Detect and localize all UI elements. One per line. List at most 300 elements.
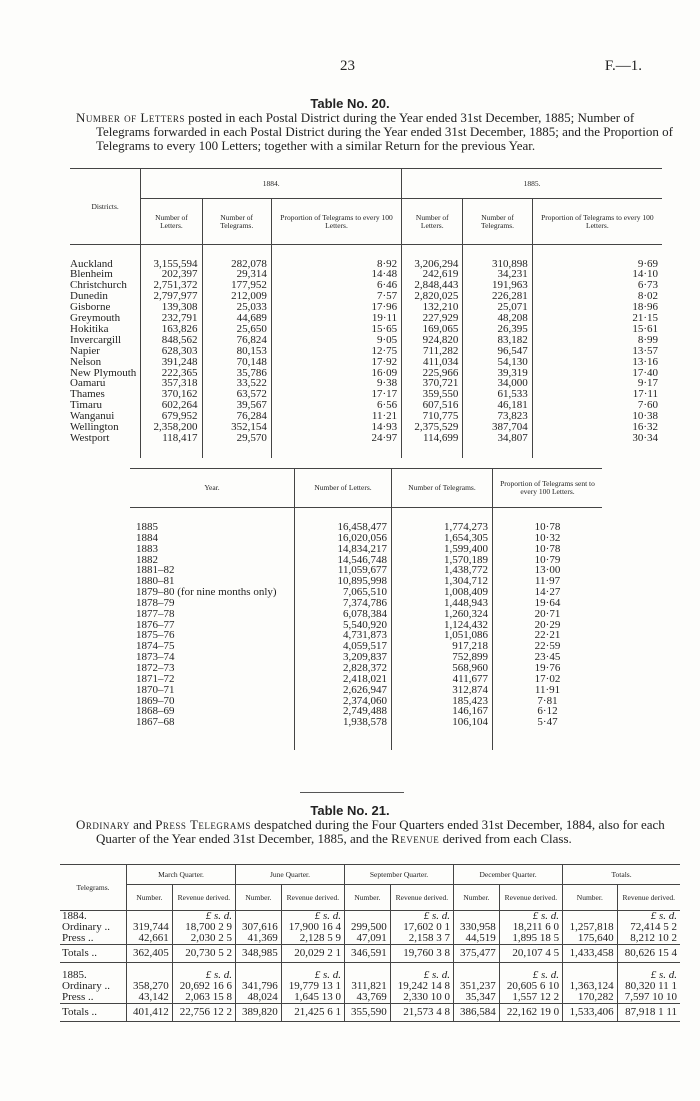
proportion: 13·00 xyxy=(493,565,603,576)
revenue-cell: 1,895 18 5 xyxy=(499,933,562,945)
district-name: Timaru xyxy=(70,399,102,412)
letters-1884: 222,365 xyxy=(141,368,202,379)
telegrams-1884: 63,572 xyxy=(202,389,271,400)
letters: 2,828,372 xyxy=(295,663,392,674)
letters: 2,749,488 xyxy=(295,706,392,717)
letters-1885: 924,820 xyxy=(402,335,463,346)
number-cell: 351,237 xyxy=(454,981,500,992)
col-number: Number. xyxy=(563,885,618,911)
letters: 2,374,060 xyxy=(295,696,392,707)
proportion-1884: 9·38 xyxy=(271,378,401,389)
proportion-1885: 14·10 xyxy=(532,269,662,280)
letters-1885: 711,282 xyxy=(402,346,463,357)
letters-1885: 2,820,025 xyxy=(402,291,463,302)
revenue-cell: 18,700 2 9 xyxy=(172,922,235,933)
col-telegrams: Number of Telegrams. xyxy=(392,469,493,508)
telegrams: 1,008,409 xyxy=(392,587,493,598)
number-cell: 346,591 xyxy=(345,945,391,963)
proportion-1884: 9·05 xyxy=(271,335,401,346)
telegrams-1885: 48,208 xyxy=(463,313,532,324)
proportion-1884: 12·75 xyxy=(271,346,401,357)
number-cell: 1,257,818 xyxy=(563,922,618,933)
proportion-1884: 6·56 xyxy=(271,400,401,411)
proportion-1885: 10·38 xyxy=(532,411,662,422)
number-cell: 47,091 xyxy=(345,933,391,945)
telegrams-1884: 70,148 xyxy=(202,357,271,368)
col-districts: Districts. xyxy=(70,169,141,245)
letters-1884: 139,308 xyxy=(141,302,202,313)
letters-1885: 411,034 xyxy=(402,357,463,368)
telegrams: 1,124,432 xyxy=(392,620,493,631)
year-label: 1884. xyxy=(62,910,87,922)
telegrams-1885: 310,898 xyxy=(463,259,532,270)
year: 1885 xyxy=(136,521,158,533)
year-1884-header: 1884. xyxy=(141,169,402,199)
revenue-cell: 87,918 1 11 xyxy=(617,1004,680,1022)
telegrams: 1,438,772 xyxy=(392,565,493,576)
letters-1885: 359,550 xyxy=(402,389,463,400)
currency-units: £ s. d. xyxy=(617,970,680,981)
letters-1884: 391,248 xyxy=(141,357,202,368)
telegrams-1885: 226,281 xyxy=(463,291,532,302)
revenue-cell: 20,692 16 6 xyxy=(172,981,235,992)
number-cell: 1,433,458 xyxy=(563,945,618,963)
class-row xyxy=(60,933,680,945)
district-name: Blenheim xyxy=(70,268,113,281)
district-name: Dunedin xyxy=(70,290,108,303)
telegrams-1885: 34,807 xyxy=(463,433,532,444)
telegrams-1885: 191,963 xyxy=(463,280,532,291)
telegrams-1884: 39,567 xyxy=(202,400,271,411)
year: 1883 xyxy=(136,542,158,555)
telegrams-1884: 44,689 xyxy=(202,313,271,324)
revenue-cell: 17,900 16 4 xyxy=(281,922,344,933)
number-cell: 299,500 xyxy=(345,922,391,933)
number-cell: 348,985 xyxy=(236,945,282,963)
revenue-cell: 18,211 6 0 xyxy=(499,922,562,933)
proportion-1885: 30·34 xyxy=(532,433,662,444)
telegrams: 411,677 xyxy=(392,674,493,685)
caption-text: despatched during the Four Quarters ended 31st December, 1884, also for each Quarter of the Year ended 31st December, 1885, and the xyxy=(96,817,665,846)
letters-1884: 3,155,594 xyxy=(141,259,202,270)
number-cell: 389,820 xyxy=(236,1004,282,1022)
year: 1880–81 xyxy=(136,575,175,588)
telegrams-1884: 29,570 xyxy=(202,433,271,444)
telegrams-1885: 73,823 xyxy=(463,411,532,422)
district-row xyxy=(70,346,662,357)
letters-1884: 357,318 xyxy=(141,378,202,389)
telegrams-1884: 80,153 xyxy=(202,346,271,357)
number-cell: 1,363,124 xyxy=(563,981,618,992)
col-proportion: Proportion of Telegrams to every 100 Letters. xyxy=(532,199,662,245)
proportion: 5·47 xyxy=(493,717,603,728)
district-row xyxy=(70,389,662,400)
proportion-1884: 16·09 xyxy=(271,368,401,379)
totals-row xyxy=(60,945,680,963)
table-20-body xyxy=(70,245,662,458)
totals-row xyxy=(60,1004,680,1022)
letters-1884: 202,397 xyxy=(141,269,202,280)
number-cell: 311,821 xyxy=(345,981,391,992)
telegrams-1884: 212,009 xyxy=(202,291,271,302)
letters-1885: 3,206,294 xyxy=(402,259,463,270)
telegrams-1885: 39,319 xyxy=(463,368,532,379)
caption-lead: Revenue xyxy=(391,831,440,846)
currency-units: £ s. d. xyxy=(499,911,562,923)
telegrams: 752,899 xyxy=(392,652,493,663)
revenue-cell: 22,162 19 0 xyxy=(499,1004,562,1022)
telegrams-1884: 282,078 xyxy=(202,259,271,270)
telegrams: 1,774,273 xyxy=(392,522,493,533)
number-cell: 1,533,406 xyxy=(563,1004,618,1022)
summary-body xyxy=(130,508,602,751)
proportion-1885: 17·11 xyxy=(532,389,662,400)
table-21-caption xyxy=(76,818,680,846)
quarter-totals: Totals. xyxy=(563,865,680,885)
revenue-cell: 2,158 3 7 xyxy=(390,933,453,945)
number-cell: 170,282 xyxy=(563,992,618,1004)
letters-1885: 114,699 xyxy=(402,433,463,444)
letters: 7,374,786 xyxy=(295,598,392,609)
number-cell: 355,590 xyxy=(345,1004,391,1022)
quarter-september: September Quarter. xyxy=(345,865,454,885)
proportion-1885: 6·73 xyxy=(532,280,662,291)
number-cell: 42,661 xyxy=(127,933,173,945)
proportion-1884: 17·92 xyxy=(271,357,401,368)
revenue-cell: 21,573 4 8 xyxy=(390,1004,453,1022)
letters-1885: 169,065 xyxy=(402,324,463,335)
proportion-1885: 9·17 xyxy=(532,378,662,389)
page-header xyxy=(0,58,700,78)
telegrams: 1,448,943 xyxy=(392,598,493,609)
telegrams: 106,104 xyxy=(392,717,493,728)
year: 1874–75 xyxy=(136,640,175,653)
proportion: 22·21 xyxy=(493,630,603,641)
letters-1884: 602,264 xyxy=(141,400,202,411)
number-cell: 386,584 xyxy=(454,1004,500,1022)
quarter-march: March Quarter. xyxy=(127,865,236,885)
proportion-1884: 17·96 xyxy=(271,302,401,313)
proportion-1884: 11·21 xyxy=(271,411,401,422)
telegrams-1885: 26,395 xyxy=(463,324,532,335)
proportion: 23·45 xyxy=(493,652,603,663)
letters: 1,938,578 xyxy=(295,717,392,728)
table-20-caption xyxy=(76,111,680,153)
currency-units: £ s. d. xyxy=(390,911,453,923)
row-label: Totals .. xyxy=(60,1004,127,1022)
currency-units: £ s. d. xyxy=(281,911,344,923)
col-letters: Number of Letters. xyxy=(402,199,463,245)
col-telegrams: Telegrams. xyxy=(60,865,127,911)
letters: 16,020,056 xyxy=(295,533,392,544)
revenue-cell: 20,107 4 5 xyxy=(499,945,562,963)
telegrams-1884: 33,522 xyxy=(202,378,271,389)
proportion: 20·71 xyxy=(493,609,603,620)
quarter-june: June Quarter. xyxy=(236,865,345,885)
letters-1884: 679,952 xyxy=(141,411,202,422)
letters-1885: 2,848,443 xyxy=(402,280,463,291)
revenue-cell: 80,320 11 1 xyxy=(617,981,680,992)
year: 1882 xyxy=(136,553,158,566)
proportion: 10·78 xyxy=(493,522,603,533)
district-row xyxy=(70,302,662,313)
proportion: 19·64 xyxy=(493,598,603,609)
letters-1885: 132,210 xyxy=(402,302,463,313)
caption-lead: Press Telegrams xyxy=(155,817,251,832)
district-name: Invercargill xyxy=(70,333,122,346)
letters: 10,895,998 xyxy=(295,576,392,587)
letters-1884: 232,791 xyxy=(141,313,202,324)
telegrams-1885: 34,000 xyxy=(463,378,532,389)
row-label: Press .. xyxy=(62,932,94,944)
telegrams: 1,051,086 xyxy=(392,630,493,641)
year: 1876–77 xyxy=(136,618,175,631)
proportion: 17·02 xyxy=(493,674,603,685)
currency-units: £ s. d. xyxy=(172,911,235,923)
table-20 xyxy=(70,168,662,458)
proportion: 19·76 xyxy=(493,663,603,674)
number-cell: 362,405 xyxy=(127,945,173,963)
letters-1884: 2,751,372 xyxy=(141,280,202,291)
number-cell: 175,640 xyxy=(563,933,618,945)
revenue-cell: 21,425 6 1 xyxy=(281,1004,344,1022)
col-proportion: Proportion of Telegrams to every 100 Letters. xyxy=(271,199,401,245)
summary-table xyxy=(130,468,602,750)
year: 1879–80 (for nine months only) xyxy=(136,586,277,599)
col-proportion: Proportion of Telegrams sent to every 100 Letters. xyxy=(493,469,603,508)
proportion-1884: 7·57 xyxy=(271,291,401,302)
year-row xyxy=(130,685,602,696)
telegrams: 1,304,712 xyxy=(392,576,493,587)
proportion: 14·27 xyxy=(493,587,603,598)
col-number: Number. xyxy=(454,885,500,911)
district-name: Thames xyxy=(70,388,105,401)
year-row xyxy=(130,609,602,620)
telegrams-1885: 83,182 xyxy=(463,335,532,346)
number-cell: 41,369 xyxy=(236,933,282,945)
letters: 16,458,477 xyxy=(295,522,392,533)
letters-1885: 242,619 xyxy=(402,269,463,280)
telegrams: 312,874 xyxy=(392,685,493,696)
divider xyxy=(300,792,404,793)
telegrams: 146,167 xyxy=(392,706,493,717)
proportion-1884: 19·11 xyxy=(271,313,401,324)
revenue-cell: 19,779 13 1 xyxy=(281,981,344,992)
proportion-1885: 8·99 xyxy=(532,335,662,346)
col-number: Number. xyxy=(127,885,173,911)
district-name: Oamaru xyxy=(70,377,106,390)
number-cell: 319,744 xyxy=(127,922,173,933)
letters-1884: 118,417 xyxy=(141,433,202,444)
proportion-1885: 7·60 xyxy=(532,400,662,411)
proportion-1884: 15·65 xyxy=(271,324,401,335)
col-revenue: Revenue derived. xyxy=(172,885,235,911)
telegrams: 1,654,305 xyxy=(392,533,493,544)
currency-units: £ s. d. xyxy=(172,970,235,981)
telegrams-1885: 96,547 xyxy=(463,346,532,357)
revenue-cell: 8,212 10 2 xyxy=(617,933,680,945)
telegrams-1885: 46,181 xyxy=(463,400,532,411)
year: 1873–74 xyxy=(136,651,175,664)
class-row xyxy=(60,992,680,1004)
number-cell: 358,270 xyxy=(127,981,173,992)
page-reference: F.—1. xyxy=(604,58,642,74)
letters: 14,834,217 xyxy=(295,544,392,555)
proportion-1884: 24·97 xyxy=(271,433,401,444)
number-cell: 44,519 xyxy=(454,933,500,945)
letters-1884: 848,562 xyxy=(141,335,202,346)
col-revenue: Revenue derived. xyxy=(499,885,562,911)
district-name: Napier xyxy=(70,344,100,357)
proportion-1885: 8·02 xyxy=(532,291,662,302)
revenue-cell: 19,760 3 8 xyxy=(390,945,453,963)
currency-units: £ s. d. xyxy=(617,911,680,923)
revenue-cell: 2,030 2 5 xyxy=(172,933,235,945)
year: 1884 xyxy=(136,531,158,544)
letters-1884: 628,303 xyxy=(141,346,202,357)
caption-text: and xyxy=(129,817,156,832)
district-row xyxy=(70,335,662,346)
telegrams-1885: 54,130 xyxy=(463,357,532,368)
caption-lead: Number of Letters xyxy=(76,110,185,125)
telegrams-1885: 61,533 xyxy=(463,389,532,400)
table-21-title: Table No. 21. xyxy=(310,803,390,818)
proportion: 6·12 xyxy=(493,706,603,717)
number-cell: 43,769 xyxy=(345,992,391,1004)
revenue-cell: 20,730 5 2 xyxy=(172,945,235,963)
proportion-1885: 21·15 xyxy=(532,313,662,324)
proportion: 11·97 xyxy=(493,576,603,587)
telegrams: 917,218 xyxy=(392,641,493,652)
proportion: 22·59 xyxy=(493,641,603,652)
letters-1885: 710,775 xyxy=(402,411,463,422)
revenue-cell: 72,414 5 2 xyxy=(617,922,680,933)
letters: 3,209,837 xyxy=(295,652,392,663)
telegrams-1884: 352,154 xyxy=(202,422,271,433)
letters: 4,731,873 xyxy=(295,630,392,641)
number-cell: 341,796 xyxy=(236,981,282,992)
letters: 2,626,947 xyxy=(295,685,392,696)
number-cell: 330,958 xyxy=(454,922,500,933)
proportion-1885: 17·40 xyxy=(532,368,662,379)
page-number: 23 xyxy=(340,58,355,74)
district-row xyxy=(70,422,662,433)
letters: 5,540,920 xyxy=(295,620,392,631)
telegrams: 568,960 xyxy=(392,663,493,674)
district-name: Westport xyxy=(70,432,110,444)
year: 1872–73 xyxy=(136,661,175,674)
year: 1875–76 xyxy=(136,629,175,642)
telegrams: 1,260,324 xyxy=(392,609,493,620)
district-name: Nelson xyxy=(70,355,102,368)
year-1885-header: 1885. xyxy=(402,169,662,199)
currency-units: £ s. d. xyxy=(499,970,562,981)
district-name: Hokitika xyxy=(70,322,109,335)
proportion-1884: 6·46 xyxy=(271,280,401,291)
row-label: Press .. xyxy=(62,991,94,1003)
proportion: 7·81 xyxy=(493,696,603,707)
telegrams: 1,570,189 xyxy=(392,555,493,566)
quarter-december: December Quarter. xyxy=(454,865,563,885)
district-name: Wanganui xyxy=(70,410,115,423)
col-number: Number. xyxy=(345,885,391,911)
telegrams-1885: 34,231 xyxy=(463,269,532,280)
telegrams-1884: 76,284 xyxy=(202,411,271,422)
year: 1870–71 xyxy=(136,683,175,696)
district-row xyxy=(70,433,662,444)
telegrams: 1,599,400 xyxy=(392,544,493,555)
district-row xyxy=(70,378,662,389)
revenue-cell: 20,029 2 1 xyxy=(281,945,344,963)
letters-1884: 2,797,977 xyxy=(141,291,202,302)
letters-1885: 607,516 xyxy=(402,400,463,411)
revenue-cell: 2,128 5 9 xyxy=(281,933,344,945)
revenue-cell: 80,626 15 4 xyxy=(617,945,680,963)
telegrams-1884: 35,786 xyxy=(202,368,271,379)
row-label: Ordinary .. xyxy=(62,921,110,933)
row-label: Totals .. xyxy=(60,945,127,963)
number-cell: 401,412 xyxy=(127,1004,173,1022)
number-cell: 375,477 xyxy=(454,945,500,963)
proportion-1885: 9·69 xyxy=(532,259,662,270)
year: 1881–82 xyxy=(136,564,175,577)
letters-1884: 163,826 xyxy=(141,324,202,335)
telegrams-1884: 25,650 xyxy=(202,324,271,335)
district-row xyxy=(70,368,662,379)
revenue-cell: 2,330 10 0 xyxy=(390,992,453,1004)
letters-1885: 227,929 xyxy=(402,313,463,324)
table-20-title: Table No. 20. xyxy=(310,96,390,111)
number-cell: 43,142 xyxy=(127,992,173,1004)
currency-units: £ s. d. xyxy=(281,970,344,981)
district-row xyxy=(70,313,662,324)
district-name: Christchurch xyxy=(70,279,127,292)
year-label: 1885. xyxy=(62,969,87,981)
row-label: Ordinary .. xyxy=(62,980,110,992)
col-letters: Number of Letters. xyxy=(295,469,392,508)
year-row xyxy=(130,544,602,555)
district-name: Greymouth xyxy=(70,312,121,325)
letters-1885: 2,375,529 xyxy=(402,422,463,433)
proportion: 10·78 xyxy=(493,544,603,555)
year: 1878–79 xyxy=(136,596,175,609)
proportion: 11·91 xyxy=(493,685,603,696)
telegrams-1885: 25,071 xyxy=(463,302,532,313)
col-letters: Number of Letters. xyxy=(141,199,202,245)
district-row xyxy=(70,259,662,270)
year: 1871–72 xyxy=(136,672,175,685)
telegrams: 185,423 xyxy=(392,696,493,707)
proportion-1884: 14·93 xyxy=(271,422,401,433)
number-cell: 307,616 xyxy=(236,922,282,933)
letters-1885: 225,966 xyxy=(402,368,463,379)
revenue-cell: 19,242 14 8 xyxy=(390,981,453,992)
caption-lead: Ordinary xyxy=(76,817,130,832)
district-row xyxy=(70,357,662,368)
col-number: Number. xyxy=(236,885,282,911)
proportion: 20·29 xyxy=(493,620,603,631)
proportion-1884: 14·48 xyxy=(271,269,401,280)
caption-text: derived from each Class. xyxy=(439,831,572,846)
col-revenue: Revenue derived. xyxy=(617,885,680,911)
letters: 7,065,510 xyxy=(295,587,392,598)
revenue-cell: 2,063 15 8 xyxy=(172,992,235,1004)
currency-units: £ s. d. xyxy=(390,970,453,981)
proportion: 10·79 xyxy=(493,555,603,566)
revenue-cell: 7,597 10 10 xyxy=(617,992,680,1004)
revenue-cell: 20,605 6 10 xyxy=(499,981,562,992)
district-row xyxy=(70,291,662,302)
